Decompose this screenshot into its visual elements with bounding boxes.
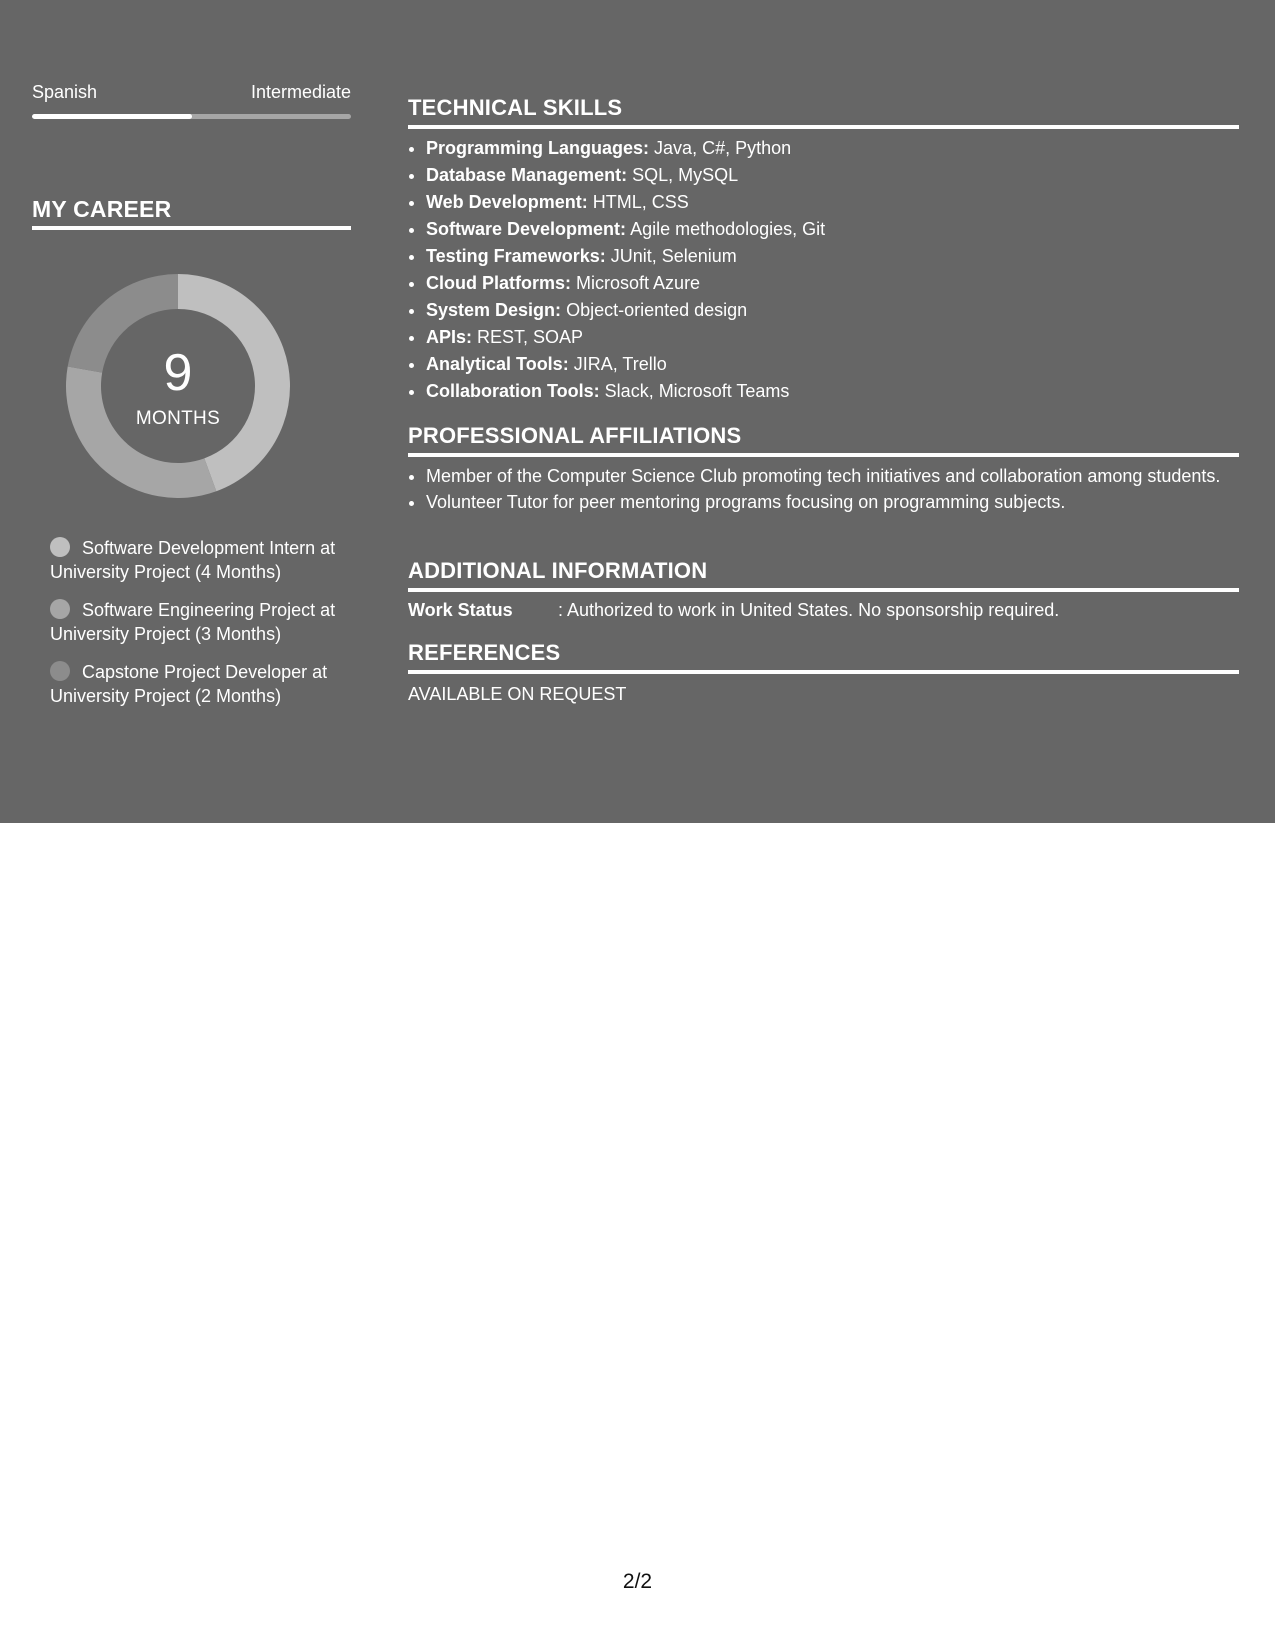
skill-value: JUnit, Selenium — [610, 246, 737, 266]
skill-item — [426, 135, 825, 162]
language-proficiency-bar — [32, 114, 351, 119]
skill-value: SQL, MySQL — [632, 165, 739, 185]
skill-label: APIs: — [426, 327, 473, 347]
skill-item — [426, 216, 825, 243]
legend-item — [50, 536, 340, 584]
skill-value: HTML, CSS — [592, 192, 689, 212]
skill-label: Analytical Tools: — [426, 354, 569, 374]
skill-label: Programming Languages: — [426, 138, 650, 158]
skill-label: Testing Frameworks: — [426, 246, 606, 266]
legend-dot-icon — [50, 599, 70, 619]
career-legend — [50, 536, 340, 722]
technical-skills-list — [408, 135, 825, 405]
references-divider — [408, 670, 1239, 674]
work-status-value: : Authorized to work in United States. No sponsorship required. — [558, 600, 1060, 620]
work-status-label: Work Status — [408, 600, 513, 620]
skill-value: Object-oriented design — [566, 300, 748, 320]
language-row — [32, 82, 351, 106]
legend-item — [50, 598, 340, 646]
skill-item — [426, 162, 825, 189]
skill-value: Agile methodologies, Git — [630, 219, 826, 239]
affiliations-divider — [408, 453, 1239, 457]
career-heading: MY CAREER — [32, 196, 172, 222]
skill-value: Microsoft Azure — [576, 273, 701, 293]
skill-label: System Design: — [426, 300, 562, 320]
affiliation-item: • Member of the Computer Science Club promoting tech initiatives and collaboration among students. — [426, 464, 1220, 488]
skill-item — [426, 297, 825, 324]
legend-label: Capstone Project Developer at University Project (2 Months) — [50, 662, 328, 706]
career-total-months: 9 — [163, 344, 193, 402]
skill-label: Cloud Platforms: — [426, 273, 572, 293]
legend-label: Software Engineering Project at University Project (3 Months) — [50, 600, 336, 644]
references-heading: REFERENCES — [408, 640, 561, 665]
technical-skills-divider — [408, 125, 1239, 129]
technical-skills-heading: TECHNICAL SKILLS — [408, 95, 623, 120]
skill-item — [426, 189, 825, 216]
skill-value: Slack, Microsoft Teams — [604, 381, 790, 401]
skill-item — [426, 270, 825, 297]
skill-label: Database Management: — [426, 165, 628, 185]
legend-dot-icon — [50, 661, 70, 681]
additional-info-heading: ADDITIONAL INFORMATION — [408, 558, 708, 583]
skill-label: Web Development: — [426, 192, 588, 212]
skill-item — [426, 378, 825, 405]
legend-label: Software Development Intern at University Project (4 Months) — [50, 538, 336, 582]
skill-item — [426, 324, 825, 351]
language-proficiency-fill — [32, 114, 192, 119]
skill-label: Software Development: — [426, 219, 627, 239]
skill-item — [426, 243, 825, 270]
skill-value: Java, C#, Python — [654, 138, 792, 158]
skill-value: REST, SOAP — [477, 327, 584, 347]
career-donut-chart — [66, 274, 290, 498]
affiliations-heading: PROFESSIONAL AFFILIATIONS — [408, 423, 742, 448]
additional-info-divider — [408, 588, 1239, 592]
career-divider — [32, 226, 351, 230]
language-level: Intermediate — [250, 82, 351, 102]
affiliations-list — [408, 464, 1220, 516]
resume-panel — [0, 0, 1275, 823]
career-total-unit: MONTHS — [135, 408, 221, 429]
skill-item — [426, 351, 825, 378]
skill-label: Collaboration Tools: — [426, 381, 600, 401]
skill-value: JIRA, Trello — [573, 354, 667, 374]
language-name: Spanish — [32, 82, 98, 102]
legend-item — [50, 660, 340, 708]
legend-dot-icon — [50, 537, 70, 557]
affiliation-item: • Volunteer Tutor for peer mentoring programs focusing on programming subjects. — [426, 490, 1220, 514]
page-number: 2/2 — [622, 1570, 653, 1593]
donut-center — [66, 274, 290, 498]
references-text: AVAILABLE ON REQUEST — [408, 684, 627, 704]
